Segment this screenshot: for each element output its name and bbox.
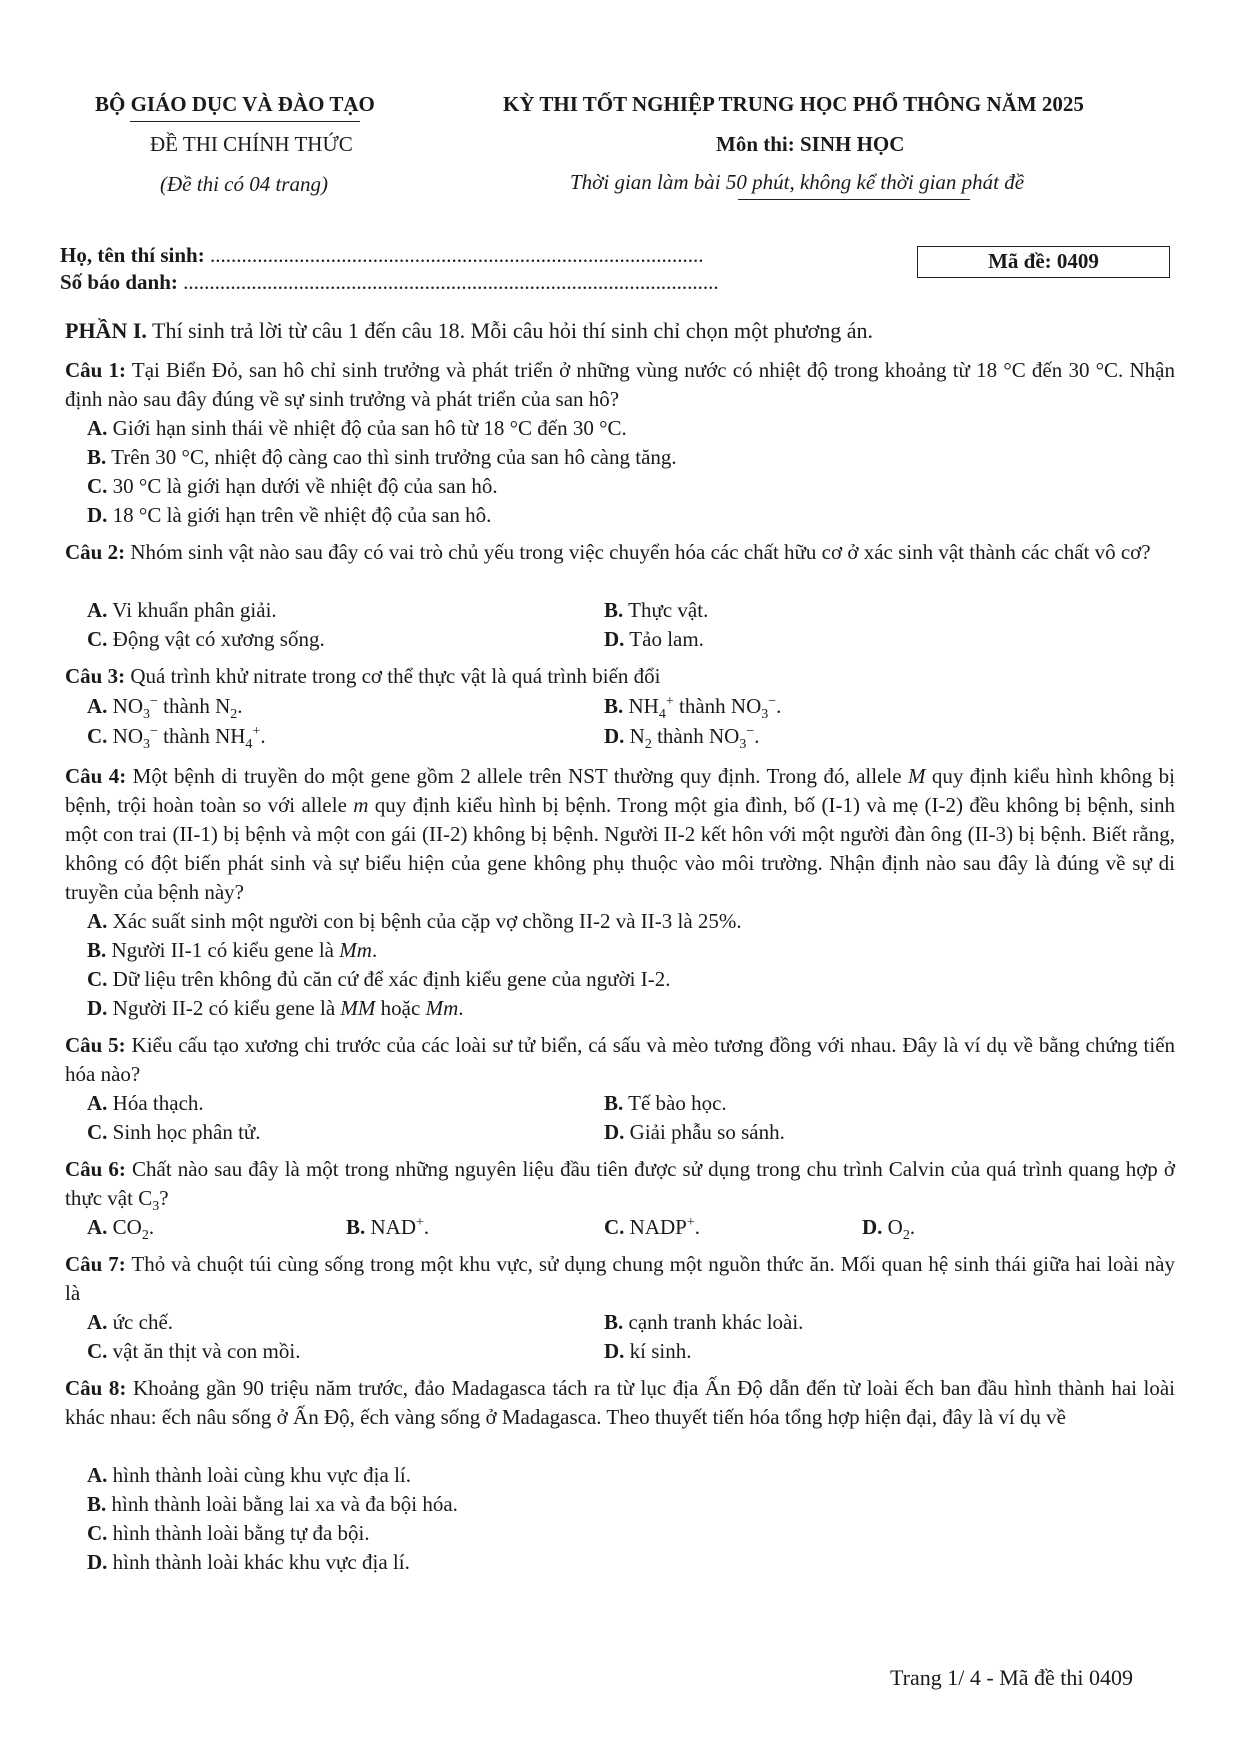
q2-option-b[interactable]: B. Thực vật.: [604, 598, 709, 622]
question-2-label: Câu 2:: [65, 540, 126, 564]
q6-option-c[interactable]: C. NADP+.: [604, 1215, 701, 1239]
q7-option-c[interactable]: C. vật ăn thịt và con mồi.: [87, 1339, 301, 1363]
q3-option-c[interactable]: C. $NO_3^-$ thành $NH_4^+$.: [87, 724, 266, 753]
question-8-label: Câu 8:: [65, 1376, 127, 1400]
candidate-name-dots: ..............................................................................................: [209, 243, 704, 267]
q1-option-a[interactable]: A. Giới hạn sinh thái về nhiệt độ của san hô từ 18 °C đến 30 °C.: [87, 416, 627, 440]
q4-option-b[interactable]: B. Người II-1 có kiểu gene là Mm.: [87, 938, 378, 962]
question-1-label: Câu 1:: [65, 358, 127, 382]
q3-option-d[interactable]: D. $N_2$ thành $NO_3^-$.: [604, 724, 760, 753]
q6-option-b[interactable]: B. NAD+.: [346, 1215, 430, 1239]
question-1: [65, 356, 1175, 414]
candidate-id-label: Số báo danh:: [60, 270, 178, 294]
q8-option-d[interactable]: D. hình thành loài khác khu vực địa lí.: [87, 1550, 410, 1574]
q3-option-b[interactable]: B. $NH_4^+$ thành $NO_3^-$.: [604, 694, 782, 723]
time-note: Thời gian làm bài 50 phút, không kể thời gian phát đề: [570, 170, 1025, 194]
question-5: [65, 1031, 1175, 1089]
q8-option-a[interactable]: A. hình thành loài cùng khu vực địa lí.: [87, 1463, 411, 1487]
q5-option-a[interactable]: A. Hóa thạch.: [87, 1091, 204, 1115]
q8-option-c[interactable]: C. hình thành loài bằng tự đa bội.: [87, 1521, 370, 1545]
q5-option-d[interactable]: D. Giải phẫu so sánh.: [604, 1120, 785, 1144]
question-5-text: Kiểu cấu tạo xương chi trước của các loài sư tử biển, cá sấu và mèo tương đồng với nhau. Đây là ví dụ về bằng chứng tiến hóa nào?: [65, 1033, 1176, 1086]
candidate-name-row: [60, 243, 704, 268]
question-3: [65, 662, 1175, 691]
question-3-label: Câu 3:: [65, 664, 126, 688]
q1-option-d[interactable]: D. 18 °C là giới hạn trên về nhiệt độ của san hô.: [87, 503, 492, 527]
question-7: [65, 1250, 1175, 1308]
q8-option-b[interactable]: B. hình thành loài bằng lai xa và đa bội hóa.: [87, 1492, 458, 1516]
q7-option-d[interactable]: D. kí sinh.: [604, 1339, 692, 1363]
question-1-text: Tại Biển Đỏ, san hô chỉ sinh trưởng và phát triển ở những vùng nước có nhiệt độ trong khoảng từ 18 °C đến 30 °C. Nhận định nào sau đây đúng về sự sinh trưởng và phát triển của san hô?: [65, 358, 1175, 411]
part1-instruction: Thí sinh trả lời từ câu 1 đến câu 18. Mỗi câu hỏi thí sinh chỉ chọn một phương án.: [152, 318, 874, 343]
q6-option-a[interactable]: A. $CO_2$.: [87, 1215, 155, 1244]
time-underline: [738, 199, 970, 200]
candidate-name-label: Họ, tên thí sinh:: [60, 243, 205, 267]
part1-heading: [65, 318, 873, 344]
question-2-text: Nhóm sinh vật nào sau đây có vai trò chủ yếu trong việc chuyển hóa các chất hữu cơ ở xác sinh vật thành các chất vô cơ?: [130, 540, 1151, 564]
question-5-label: Câu 5:: [65, 1033, 126, 1057]
q7-option-b[interactable]: B. cạnh tranh khác loài.: [604, 1310, 804, 1334]
q3-option-a[interactable]: A. $NO_3^-$ thành $N_2$.: [87, 694, 243, 723]
q6-option-d[interactable]: D. $O_2$.: [862, 1215, 916, 1244]
ministry-name: BỘ GIÁO DỤC VÀ ĐÀO TẠO: [95, 92, 375, 116]
question-4: Câu 4: Một bệnh di truyền do một gene gồm 2 allele trên NST thường quy định. Trong đó, allele M quy định kiểu hình không bị bệnh, trội hoàn toàn so với allele m quy định kiểu hình bị bệnh. Trong một gia đình, bố (I-1) và mẹ (I-2) đều không bị bệnh, sinh một con trai (II-1) bị bệnh và một con gái (II-2) không bị bệnh. Người II-2 kết hôn với một người đàn ông (II-3) bị bệnh. Biết rằng, không có đột biến phát sinh và sự biểu hiện của gene không phụ thuộc vào môi trường. Nhận định nào sau đây là đúng về sự di truyền của bệnh này?: [65, 764, 1176, 904]
official-exam-label: ĐỀ THI CHÍNH THỨC: [150, 132, 353, 156]
question-6-label: Câu 6:: [65, 1157, 126, 1181]
question-4-label: Câu 4:: [65, 764, 127, 788]
q2-option-a[interactable]: A. Vi khuẩn phân giải.: [87, 598, 277, 622]
exam-code-box: [917, 246, 1170, 278]
part1-title: PHẦN I.: [65, 318, 147, 343]
q1-option-b[interactable]: B. Trên 30 °C, nhiệt độ càng cao thì sinh trưởng của san hô càng tăng.: [87, 445, 677, 469]
question-7-label: Câu 7:: [65, 1252, 126, 1276]
q2-option-d[interactable]: D. Tảo lam.: [604, 627, 704, 651]
page-count-note: (Đề thi có 04 trang): [160, 172, 328, 196]
subject-line: Môn thi: SINH HỌC: [716, 132, 905, 156]
q2-option-c[interactable]: C. Động vật có xương sống.: [87, 627, 325, 651]
q4-option-a[interactable]: A. Xác suất sinh một người con bị bệnh của cặp vợ chồng II-2 và II-3 là 25%.: [87, 909, 742, 933]
q5-option-b[interactable]: B. Tế bào học.: [604, 1091, 727, 1115]
q5-option-c[interactable]: C. Sinh học phân tử.: [87, 1120, 261, 1144]
question-8: [65, 1374, 1175, 1432]
question-2: [65, 538, 1175, 567]
exam-code-label: Mã đề:: [988, 249, 1052, 273]
ministry-underline: [130, 121, 360, 122]
q4-option-d[interactable]: D. Người II-2 có kiểu gene là MM hoặc Mm.: [87, 996, 464, 1020]
q4-option-c[interactable]: C. Dữ liệu trên không đủ căn cứ để xác định kiểu gene của người I-2.: [87, 967, 671, 991]
question-8-text: Khoảng gần 90 triệu năm trước, đảo Madagasca tách ra từ lục địa Ấn Độ dẫn đến từ loài ếch ban đầu hình thành hai loài khác nhau: ếch nâu sống ở Ấn Độ, ếch vàng sống ở Madagasca. Theo thuyết tiến hóa tổng hợp hiện đại, đây là ví dụ về: [65, 1376, 1176, 1429]
exam-title: KỲ THI TỐT NGHIỆP TRUNG HỌC PHỔ THÔNG NĂM 2025: [503, 92, 1084, 116]
question-3-text: Quá trình khử nitrate trong cơ thể thực vật là quá trình biến đổi: [130, 664, 661, 688]
candidate-id-dots: ......................................................................................................: [183, 270, 719, 294]
question-6: Câu 6: Chất nào sau đây là một trong những nguyên liệu đầu tiên được sử dụng trong chu trình Calvin của quá trình quang hợp ở thực vật $C_3$?: [65, 1157, 1175, 1215]
q7-option-a[interactable]: A. ức chế.: [87, 1310, 174, 1334]
q1-option-c[interactable]: C. 30 °C là giới hạn dưới về nhiệt độ của san hô.: [87, 474, 498, 498]
exam-code-value: 0409: [1056, 249, 1099, 273]
question-7-text: Thỏ và chuột túi cùng sống trong một khu vực, sử dụng chung một nguồn thức ăn. Mối quan hệ sinh thái giữa hai loài này là: [65, 1252, 1175, 1305]
candidate-id-row: [60, 270, 719, 295]
page-footer: Trang 1/ 4 - Mã đề thi 0409: [890, 1665, 1134, 1690]
